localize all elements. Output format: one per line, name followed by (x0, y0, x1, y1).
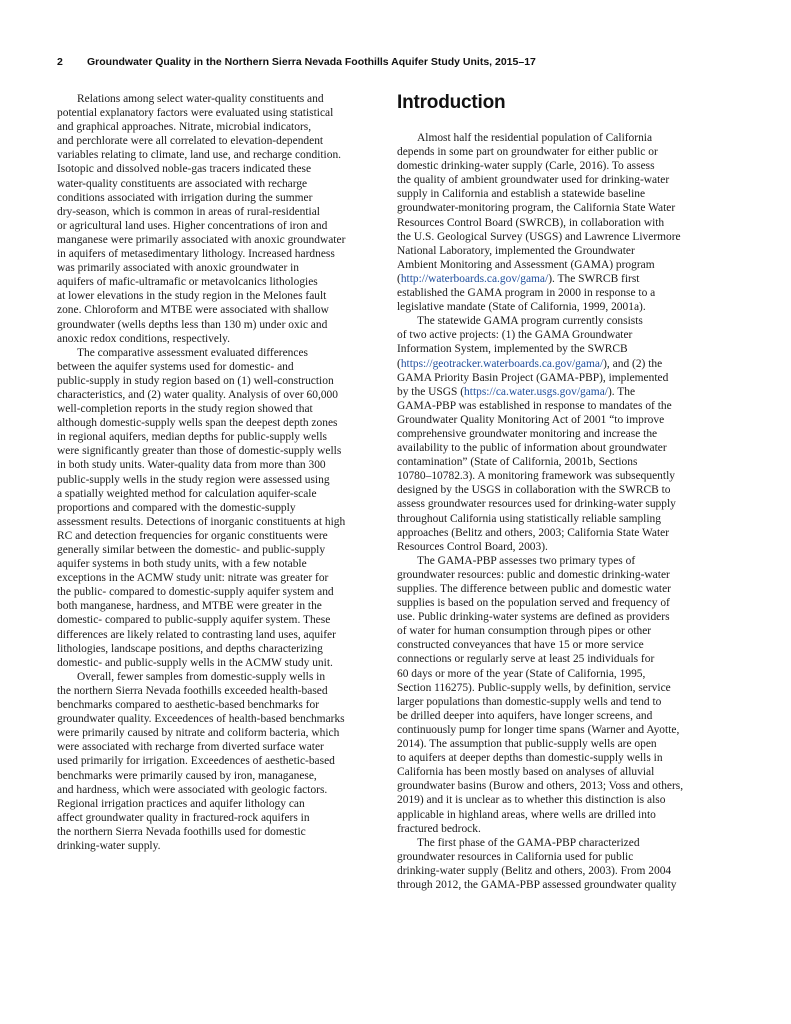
text-line: of water for human consumption through pipes or other (397, 625, 652, 638)
text-line: variables relating to climate, land use, and recharge condition. (57, 149, 342, 162)
text-line: manganese were primarily associated with anoxic groundwater (57, 233, 346, 246)
text-line: Section 116275). Public-supply wells, by definition, service (397, 681, 671, 694)
paren-close: ). The SWRCB first (548, 272, 640, 285)
text-line: the quality of ambient groundwater used for drinking-water (397, 174, 670, 187)
paragraph-intro-2 (397, 314, 713, 554)
text-line: groundwater quality. Exceedences of health-based benchmarks (57, 713, 345, 726)
text-line: were associated with recharge from diverted surface water (57, 741, 324, 754)
text-line: The GAMA-PBP assesses two primary types of (417, 554, 636, 567)
paragraph-relations (57, 92, 373, 346)
text-line: Relations among select water-quality constituents and (77, 93, 324, 105)
text-line: of two active projects: (1) the GAMA Groundwater (397, 329, 633, 342)
text-line: The statewide GAMA program currently consists (417, 315, 643, 328)
paragraph-comparative-assessment (57, 346, 373, 670)
text-line: differences are likely related to contrasting land uses, aquifer (57, 628, 336, 641)
page-number: 2 (57, 56, 63, 68)
right-column (397, 92, 713, 892)
text-line: use. Public drinking-water systems are defined as providers (397, 611, 670, 624)
text-line: the northern Sierra Nevada foothills used for domestic (57, 825, 306, 838)
text-line: assess groundwater resources used for drinking-water supply (397, 498, 676, 511)
text-line: supplies. The difference between public and domestic water (397, 583, 671, 595)
text-line: although domestic-supply wells span the deepest depth zones (57, 417, 338, 430)
text-line: zone. Chloroform and MTBE were associated with shallow (57, 304, 329, 317)
text-line: or agricultural land uses. Higher concentrations of iron and (57, 219, 328, 232)
paragraph-intro-3 (397, 554, 713, 836)
text-line: groundwater-monitoring program, the California State Water (397, 202, 676, 215)
text-line: National Laboratory, implemented the Groundwater (397, 244, 635, 257)
text-line: conditions associated with irrigation during the summer (57, 191, 313, 204)
text-line: 10780–10782.3). A monitoring framework was subsequently (397, 470, 675, 483)
text-line: the northern Sierra Nevada foothills exceeded health-based (57, 684, 328, 697)
text-line: 2019) and it is unclear as to whether this distinction is also (397, 794, 666, 807)
text-line: Isotopic and dissolved noble-gas tracers indicated these (57, 163, 312, 176)
text-line: at lower elevations in the study region in the Melones fault (57, 290, 327, 303)
text-line: a spatially weighted method for calculation aquifer-scale (57, 487, 317, 500)
text-line: and perchlorate were all correlated to elevation-dependent (57, 135, 324, 148)
text-line: public-supply in study region based on (1) well-construction (57, 374, 334, 387)
text-line: GAMA-PBP was established in response to mandates of the (397, 399, 672, 412)
text-line: in aquifers of metasedimentary lithology. Increased hardness (57, 248, 335, 261)
text-line: established the GAMA program in 2000 in response to a (397, 287, 656, 300)
text-line: domestic- and public-supply wells in the ACMW study unit. (57, 656, 333, 669)
text-line: through 2012, the GAMA-PBP assessed groundwater quality (397, 878, 677, 891)
paren-open: ( (397, 357, 401, 370)
text-line: GAMA Priority Basin Project (GAMA-PBP), implemented (397, 371, 669, 384)
text-line: anoxic redox conditions, respectively. (57, 332, 230, 345)
text-line: drinking-water supply (Belitz and others, 2003). From 2004 (397, 864, 672, 877)
text-line: supply in California and establish a statewide baseline (397, 188, 646, 201)
text-line: exceptions in the ACMW study unit: nitrate was greater for (57, 572, 329, 585)
text-line: in regional aquifers, median depths for public-supply wells (57, 431, 327, 444)
text-line: Resources Control Board, 2003). (397, 540, 548, 553)
text-line: 60 days or more of the year (State of California, 1995, (397, 667, 646, 680)
text-line: and graphical approaches. Nitrate, microbial indicators, (57, 121, 312, 134)
text-line: was primarily associated with anoxic groundwater in (57, 262, 300, 275)
text-line: California has been mostly based on analyses of alluvial (397, 766, 655, 779)
text-line: dry-season, which is common in areas of rural-residential (57, 205, 320, 218)
text-line (397, 272, 713, 286)
paren-close: ), and (2) the (603, 357, 663, 370)
left-column (57, 92, 373, 853)
text-line: domestic drinking-water supply (Carle, 2016). To assess (397, 160, 655, 173)
gama-link[interactable]: http://waterboards.ca.gov/gama/ (400, 272, 549, 285)
text-line: The comparative assessment evaluated differences (77, 346, 308, 359)
text-line: depends in some part on groundwater for either public or (397, 146, 658, 159)
text-line: to aquifers at deeper depths than domestic-supply wells in (397, 752, 663, 765)
text-line: public-supply wells in the study region were assessed using (57, 473, 330, 486)
text-line (397, 357, 713, 371)
text-line: throughout California using statistically reliable sampling (397, 512, 661, 525)
text-line: RC and detection frequencies for organic constituents were (57, 529, 328, 542)
text-line (397, 385, 713, 399)
text-line: and hardness, which were associated with geologic factors. (57, 783, 328, 796)
geotracker-link[interactable]: https://geotracker.waterboards.ca.gov/gama/ (400, 357, 604, 370)
paragraph-intro-1 (397, 131, 713, 314)
text-line: groundwater resources in California used for public (397, 850, 634, 863)
text-line: domestic- compared to public-supply aquifer system. These (57, 614, 331, 627)
running-header (57, 56, 757, 68)
section-title-introduction: Introduction (397, 92, 506, 113)
text-line: Groundwater Quality Monitoring Act of 2001 “to improve (397, 413, 665, 426)
text-line: between the aquifer systems used for domestic- and (57, 360, 294, 373)
text-line: groundwater basins (Burow and others, 2013; Voss and others, (397, 780, 684, 793)
text-line: in both study units. Water-quality data from more than 300 (57, 459, 326, 472)
text-line: approaches (Belitz and others, 2003; California State Water (397, 526, 670, 539)
usgs-gama-link[interactable]: https://ca.water.usgs.gov/gama/ (464, 385, 608, 398)
text-line: the public- compared to domestic-supply aquifer system and (57, 586, 334, 599)
text-line: both manganese, hardness, and MTBE were greater in the (57, 600, 322, 613)
text-line: assessment results. Detections of inorganic constituents at high (57, 515, 346, 528)
text-line: availability to the public of information about groundwater (397, 442, 667, 455)
text-line: be drilled deeper into aquifers, have longer screens, and (397, 709, 653, 722)
text-line: well-completion reports in the study region showed that (57, 403, 313, 416)
text-line: The first phase of the GAMA-PBP characterized (417, 836, 640, 849)
text-line: supplies is based on the population served and frequency of (397, 597, 670, 610)
running-title: Groundwater Quality in the Northern Sierra Nevada Foothills Aquifer Study Units, 2015–17 (87, 56, 536, 68)
text-line: Ambient Monitoring and Assessment (GAMA) program (397, 258, 655, 271)
text-line: constructed conveyances that have 15 or more service (397, 639, 644, 652)
text-line: aquifer systems in both study units, with a few notable (57, 558, 307, 571)
text-line: drinking-water supply. (57, 839, 161, 852)
text-line: Resources Control Board (SWRCB), in collaboration with (397, 216, 665, 229)
text-line: aquifers of mafic-ultramafic or metavolcanics lithologies (57, 276, 318, 289)
text-line: characteristics, and (2) water quality. Analysis of over 60,000 (57, 388, 338, 401)
text-line: benchmarks compared to aesthetic-based benchmarks for (57, 699, 320, 712)
text-line: continuously pump for longer time spans (Warner and Ayotte, (397, 723, 680, 736)
text-line: Almost half the residential population of California (417, 132, 653, 144)
text-line: water-quality constituents are associated with recharge (57, 177, 308, 190)
text-line: affect groundwater quality in fractured-rock aquifers in (57, 811, 310, 824)
text-fragment: by the USGS ( (397, 385, 465, 398)
text-line: designed by the USGS in collaboration with the SWRCB to (397, 484, 671, 497)
text-line: 2014). The assumption that public-supply wells are open (397, 738, 657, 751)
text-line: contamination” (State of California, 2001b, Sections (397, 456, 638, 469)
text-line: groundwater resources: public and domestic drinking-water (397, 568, 670, 581)
text-line: groundwater (wells depths less than 130 m) under oxic and (57, 318, 328, 331)
text-line: larger populations than domestic-supply wells and tend to (397, 695, 662, 708)
text-line: Information System, implemented by the SWRCB (397, 343, 628, 356)
text-line: applicable in highland areas, where wells are drilled into (397, 808, 656, 821)
text-line: used primarily for irrigation. Exceedences of aesthetic-based (57, 755, 335, 768)
paren-close: ). The (607, 385, 636, 398)
text-line: comprehensive groundwater monitoring and increase the (397, 427, 658, 440)
text-line: benchmarks were primarily caused by iron, managanese, (57, 769, 317, 782)
text-line: were primarily caused by nitrate and coliform bacteria, which (57, 727, 340, 740)
text-line: potential explanatory factors were evaluated using statistical (57, 107, 334, 120)
paragraph-overall (57, 670, 373, 853)
paren-open: ( (397, 272, 401, 285)
text-line: were significantly greater than those of domestic-supply wells (57, 445, 342, 458)
text-line: Overall, fewer samples from domestic-supply wells in (77, 670, 326, 683)
text-line: fractured bedrock. (397, 822, 481, 835)
text-line: proportions and compared with the domestic-supply (57, 501, 296, 514)
text-line: the U.S. Geological Survey (USGS) and Lawrence Livermore (397, 230, 681, 243)
paragraph-intro-4 (397, 836, 713, 892)
text-line: lithologies, landscape positions, and depths characterizing (57, 642, 323, 655)
text-line: connections or regularly serve at least 25 individuals for (397, 653, 655, 666)
text-line: legislative mandate (State of California, 1999, 2001a). (397, 301, 646, 314)
text-line: Regional irrigation practices and aquifer lithology can (57, 797, 305, 810)
text-line: generally similar between the domestic- and public-supply (57, 544, 326, 556)
